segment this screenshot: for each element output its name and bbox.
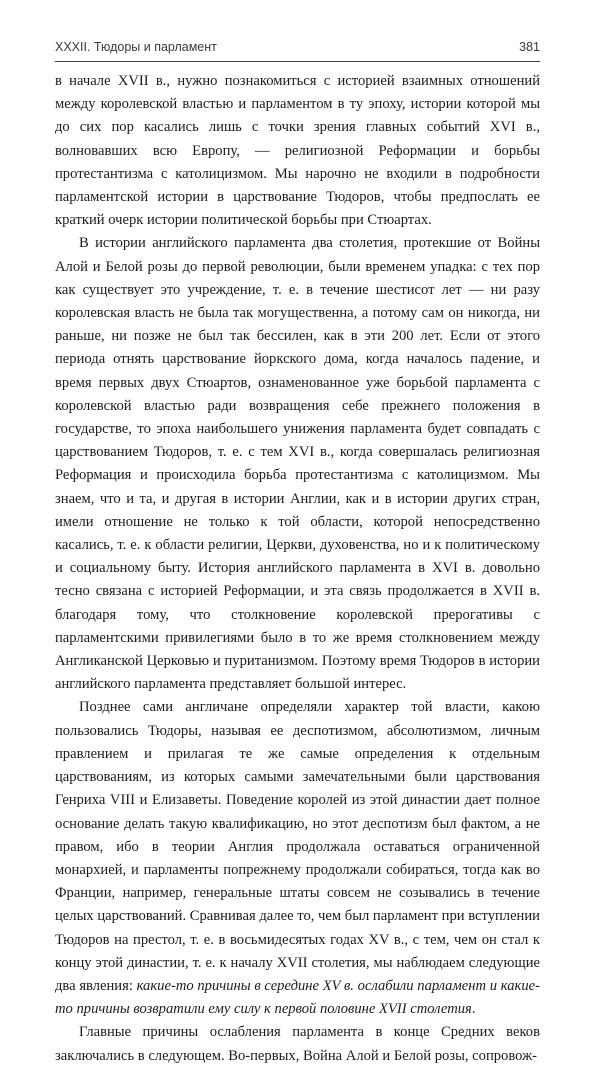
paragraph-1 bbox=[55, 70, 540, 232]
running-head bbox=[55, 40, 540, 61]
paragraph-3 bbox=[55, 696, 540, 1021]
page-number: 381 bbox=[519, 40, 540, 54]
book-page bbox=[55, 40, 540, 1068]
paragraph-4 bbox=[55, 1021, 540, 1067]
paragraph-2 bbox=[55, 232, 540, 696]
paragraph-3-after: . bbox=[471, 1001, 476, 1018]
paragraph-2-text: В истории английского парламента два столетия, протекшие от Войны Алой и Белой розы до первой революции, были временем упадка: с тех пор как существует это учреждение, т. е. в течение шестисот лет — ни разу королевская власть не была так могущественна, а потому сам он никогда, ни раньше, ни позже не был так бессилен, как в эти 200 лет. Если от этого периода отнять царствование йоркского дома, когда началось падение, и время первых двух Стюартов, ознаменованное уже борьбой парламента с королевской властью ради возвращения себе прежнего положения в государстве, то эпоха наибольшего унижения парламента будет совпадать с царствованием Тюдоров, т. е. с тем XVI в., когда совершалась религиозная Реформация и происходила борьба протестантизма с католицизмом. Мы знаем, что и та, и другая в истории Англии, как и в истории других стран, имели отношение не только к той области, которой непосредственно касались, т. е. к области религии, Церкви, духовенства, но и к политическому и социальному быту. История английского парламента в XVI в. довольно тесно связана с историей Реформации, и эта связь продолжается в XVII в. благодаря тому, что столкновение королевской прерогативы с парламентскими привилегиями было в то же время столкновением между Англиканской Церковью и пуританизмом. Поэтому время Тюдоров в истории английского парламента представляет большой интерес. bbox=[55, 235, 540, 693]
body-text bbox=[55, 70, 540, 1068]
paragraph-1-text: в начале XVII в., нужно познакомиться с историей взаимных отношений между королевской властью и парламентом в ту эпоху, истории которой мы до сих пор касались лишь с точки зрения главных событий XVI в., волновавших всю Европу, — религиозной Реформации и борьбы протестантизма с католицизмом. Мы нарочно не входили в подробности парламентской истории в царствование Тюдоров, чтобы предпослать ее краткий очерк истории политической борьбы при Стюартах. bbox=[55, 73, 540, 229]
paragraph-3-italic: какие-то причины в середине XV в. ослабили парламент и какие-то причины возвратили ему силу к первой половине XVII столетия bbox=[55, 977, 540, 1018]
paragraph-3-text: Позднее сами англичане определяли характер той власти, какою пользовались Тюдоры, называя ее деспотизмом, абсолютизмом, личным правлением и прилагая те же самые определения к отдельным царствованиям, из которых самыми замечательными были царствования Генриха VIII и Елизаветы. Поведение королей из этой династии дает полное основание делать такую квалификацию, но этот деспотизм был фактом, а не правом, ибо в теории Англия продолжала оставаться ограниченной монархией, и парламенты попрежнему продолжали собираться, тогда как во Франции, например, генеральные штаты совсем не созывались в течение целых царствований. Сравнивая далее то, чем был парламент при вступлении Тюдоров на престол, т. е. в восьмидесятых годах XV в., с тем, чем он стал к концу этой династии, т. е. к началу XVII столетия, мы наблюдаем следующие два явления: bbox=[55, 699, 540, 994]
header-divider bbox=[55, 61, 540, 62]
chapter-title: XXXII. Тюдоры и парламент bbox=[55, 40, 217, 54]
paragraph-4-text: Главные причины ослабления парламента в конце Средних веков заключались в следующем. Во-первых, Война Алой и Белой розы, сопровож- bbox=[55, 1024, 540, 1064]
